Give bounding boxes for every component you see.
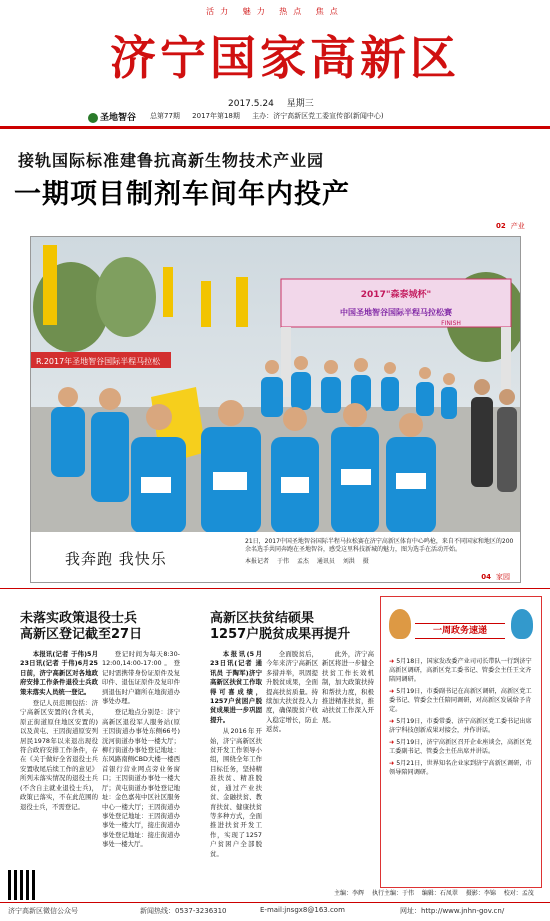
arrow-icon: ➜	[389, 688, 395, 695]
article2-title-line2: 1257户脱贫成果再提升	[210, 627, 351, 642]
arrow-icon: ➜	[389, 718, 395, 725]
logo	[88, 110, 136, 123]
logo-mark-icon	[88, 113, 98, 123]
finish-arch-title: 2017"森泰城杯"	[360, 290, 432, 300]
masthead-slogan: 活力 魅力 热点 焦点	[206, 7, 344, 16]
issue-date: 2017.5.24	[228, 99, 274, 109]
article1-paragraph: 本报讯(记者 于伟)5月23日讯(记者 于伟)6月25日前，济宁高新区对各地政府安排工作条件退役士兵政策未落实人员统一登记。	[20, 650, 98, 696]
weekly-affairs-sidebar	[380, 596, 542, 888]
dateline	[228, 96, 324, 109]
sidebar-item[interactable]	[389, 717, 535, 735]
issue-info-bar	[0, 110, 550, 124]
article2-column-3	[322, 650, 374, 886]
photo-caption: 21日，2017中国圣地智谷国际半程马拉松赛在济宁高新区体育中心鸣枪，来自不同国家和地区的200余名选手共同奔跑在圣地智谷，感受这里科技新城的魅力，图为选手在活动开始。	[245, 538, 514, 553]
article2-paragraph: 此外，济宁高新区将进一步健全扶贫工作长效机制，加大政策扶持和帮扶力度，积极推进精准扶贫，推动扶贫工作深入开展。	[322, 650, 374, 724]
article2-paragraph: 本报讯(5月23日讯(记者 通讯员 于陶军)济宁高新区扶贫工作取得可喜成绩，1257户贫困户脱贫成果进一步巩固提升。	[210, 650, 262, 724]
footer-rule	[0, 902, 550, 903]
editors-line	[334, 888, 540, 897]
photo-jump-page: 04	[481, 573, 491, 581]
lead-jump-page: 02	[496, 222, 506, 230]
editor-chief: 主编：李辉	[334, 890, 365, 897]
masthead-rule	[0, 126, 550, 129]
mascot-right-icon	[511, 609, 533, 639]
issue-weekday: 星期三	[286, 99, 314, 109]
logo-text: 圣地智谷	[100, 113, 137, 123]
sidebar-item[interactable]	[389, 738, 535, 756]
article1-column-1	[20, 650, 98, 886]
photo-author: 刘洪	[342, 558, 355, 565]
sponsor: 主办：济宁高新区党工委宣传部(新闻中心)	[252, 112, 384, 120]
photo-author: 于伟	[276, 558, 289, 565]
photo-author: 通讯员	[316, 558, 335, 565]
lead-headline[interactable]: 一期项目制剂车间年内投产	[14, 179, 350, 210]
editor-layout: 编辑：石凤翠	[421, 890, 458, 897]
marathon-photo	[30, 236, 521, 534]
editor-executive: 执行主编：于伟	[371, 890, 414, 897]
photo-slogan: 我奔跑 我快乐	[65, 550, 167, 568]
article2-paragraph: 全面脱贫后，今年来济宁高新区多措并举，巩固提升脱贫成果，全面提高扶贫质量。持续加大扶贫投入力度，确保脱贫户收入稳定增长，防止返贫。	[266, 650, 318, 734]
sidebar-list	[389, 657, 535, 780]
lead-jump[interactable]	[496, 221, 525, 231]
news-hotline: 新闻热线：0537-3236310	[140, 907, 227, 915]
masthead-title: 济宁国家高新区	[110, 31, 460, 85]
arrow-icon: ➜	[389, 739, 395, 746]
lead-subheadline: 接轨国际标准建鲁抗高新生物技术产业园	[18, 151, 325, 170]
website-link[interactable]: 网址：http://www.jnhn-gov.cn/	[400, 907, 505, 915]
photo-caption-box	[30, 532, 521, 583]
photo-jump-section: 家园	[496, 573, 510, 581]
sidebar-item-text: 5月21日，世界知名企业家到济宁高新区调研，市领导陪同调研。	[389, 760, 532, 776]
article1-title-line1: 未落实政策退役士兵	[20, 611, 138, 626]
left-banner-text: R.2017年圣地智谷国际半程马拉松	[36, 357, 161, 366]
sidebar-item[interactable]	[389, 657, 535, 684]
photo-author: 孟杰	[296, 558, 309, 565]
sidebar-item-text: 5月18日，国家发改委产业司司长带队一行到济宁高新区调研，高新区党工委书记、管委会主任王文齐陪同调研。	[389, 658, 532, 683]
article2-column-2	[266, 650, 318, 886]
section-divider	[0, 588, 550, 589]
article1-paragraph: 登记地点分别是：济宁高新区退役军人服务站(原王因街道办事处东侧66号)洸河街道办事处一楼大厅；柳行街道办事处登记地址：东风路南侧CBD大楼一楼西首银行营业网点旁业务窗口；王因街道办事处一楼大厅；黄屯街道办事处登记地址：金色嘉苑中区社区服务中心一楼大厅；王因街道办事处登记地址：王因街道办事处一楼大厅，接庄街道办事处登记地址：接庄街道办事处一楼大厅。	[102, 708, 180, 849]
sidebar-header	[381, 605, 541, 651]
lead-jump-section: 产业	[510, 222, 525, 230]
editor-proof: 校对：孟茂	[503, 890, 534, 897]
sidebar-item-text: 5月19日，市委常委、济宁高新区党工委书记出席济宁科技创新成果对接会，并作讲话。	[389, 718, 532, 734]
marathon-scene	[31, 237, 520, 533]
photo-author: 摄	[362, 558, 369, 565]
sidebar-item-text: 5月19日，市委副书记在高新区调研，高新区党工委书记、管委会主任陪同调研，对高新区发展给予肯定。	[389, 688, 532, 713]
qr-code-icon[interactable]	[8, 870, 38, 900]
sidebar-item[interactable]	[389, 759, 535, 777]
email[interactable]: E-mail:jnsgx8@163.com	[260, 906, 345, 914]
photo-jump[interactable]	[481, 572, 510, 582]
mascot-left-icon	[389, 609, 411, 639]
qr-label: 济宁高新区微信公众号	[8, 907, 78, 915]
article2-title-line1: 高新区扶贫结硕果	[210, 611, 315, 626]
finish-arch-subtitle: 中国圣地智谷国际半程马拉松赛	[340, 308, 452, 317]
editor-photo: 摄影：李锦	[465, 890, 496, 897]
article1-paragraph: 登记人员范围包括：济宁高新区安置的(含机关，原正街道原住地区安置的)以及黄屯、王因街道原安列居民1978年以来退出现役符合政府安排工作条件，存在《关于做好全省退役士兵安置收尾后续工作的意见》所列未落实情况的退役士兵(不含自主就业退役士兵)，政策已落实，不在此范围的退役士兵，不需登记。	[20, 699, 98, 811]
article2-title[interactable]	[210, 611, 350, 643]
article2-column-1	[210, 650, 262, 886]
article2-paragraph: 从2016年开始，济宁高新区扶贫开发工作领导小组，围绕全年工作目标任务，坚持精准扶贫、精准脱贫，通过产业扶贫、金融扶贫、教育扶贫、健康扶贫等多种方式，全面推进扶贫开发工作，实现了1257户贫困户全部脱贫。	[210, 727, 262, 858]
issue-year: 2017年第18期	[192, 112, 240, 120]
arrow-icon: ➜	[389, 658, 395, 665]
article1-title-line2: 高新区登记截至27日	[20, 627, 143, 642]
footer	[0, 902, 550, 921]
issue-total: 总第77期	[150, 112, 180, 120]
photo-author-label: 本报记者	[245, 558, 270, 565]
arrow-icon: ➜	[389, 760, 395, 767]
sidebar-title: 一周政务速递	[415, 623, 505, 639]
issue-numbers	[150, 111, 394, 121]
sidebar-item-text: 5月19日，济宁高新区召开企业座谈会，高新区党工委副书记、管委会主任出席并讲话。	[389, 739, 532, 755]
photo-credits	[245, 556, 375, 565]
article1-title[interactable]	[20, 611, 142, 643]
sidebar-item[interactable]	[389, 687, 535, 714]
finish-arch-label: FINISH	[441, 320, 461, 327]
article1-column-2	[102, 650, 180, 886]
article1-paragraph: 登记时间为每天8:30-12:00,14:00-17:00。登记时需携带身份证原件及复印件、退伍证原件及复印件到退伍时户籍所在地街道办事处办理。	[102, 650, 180, 706]
